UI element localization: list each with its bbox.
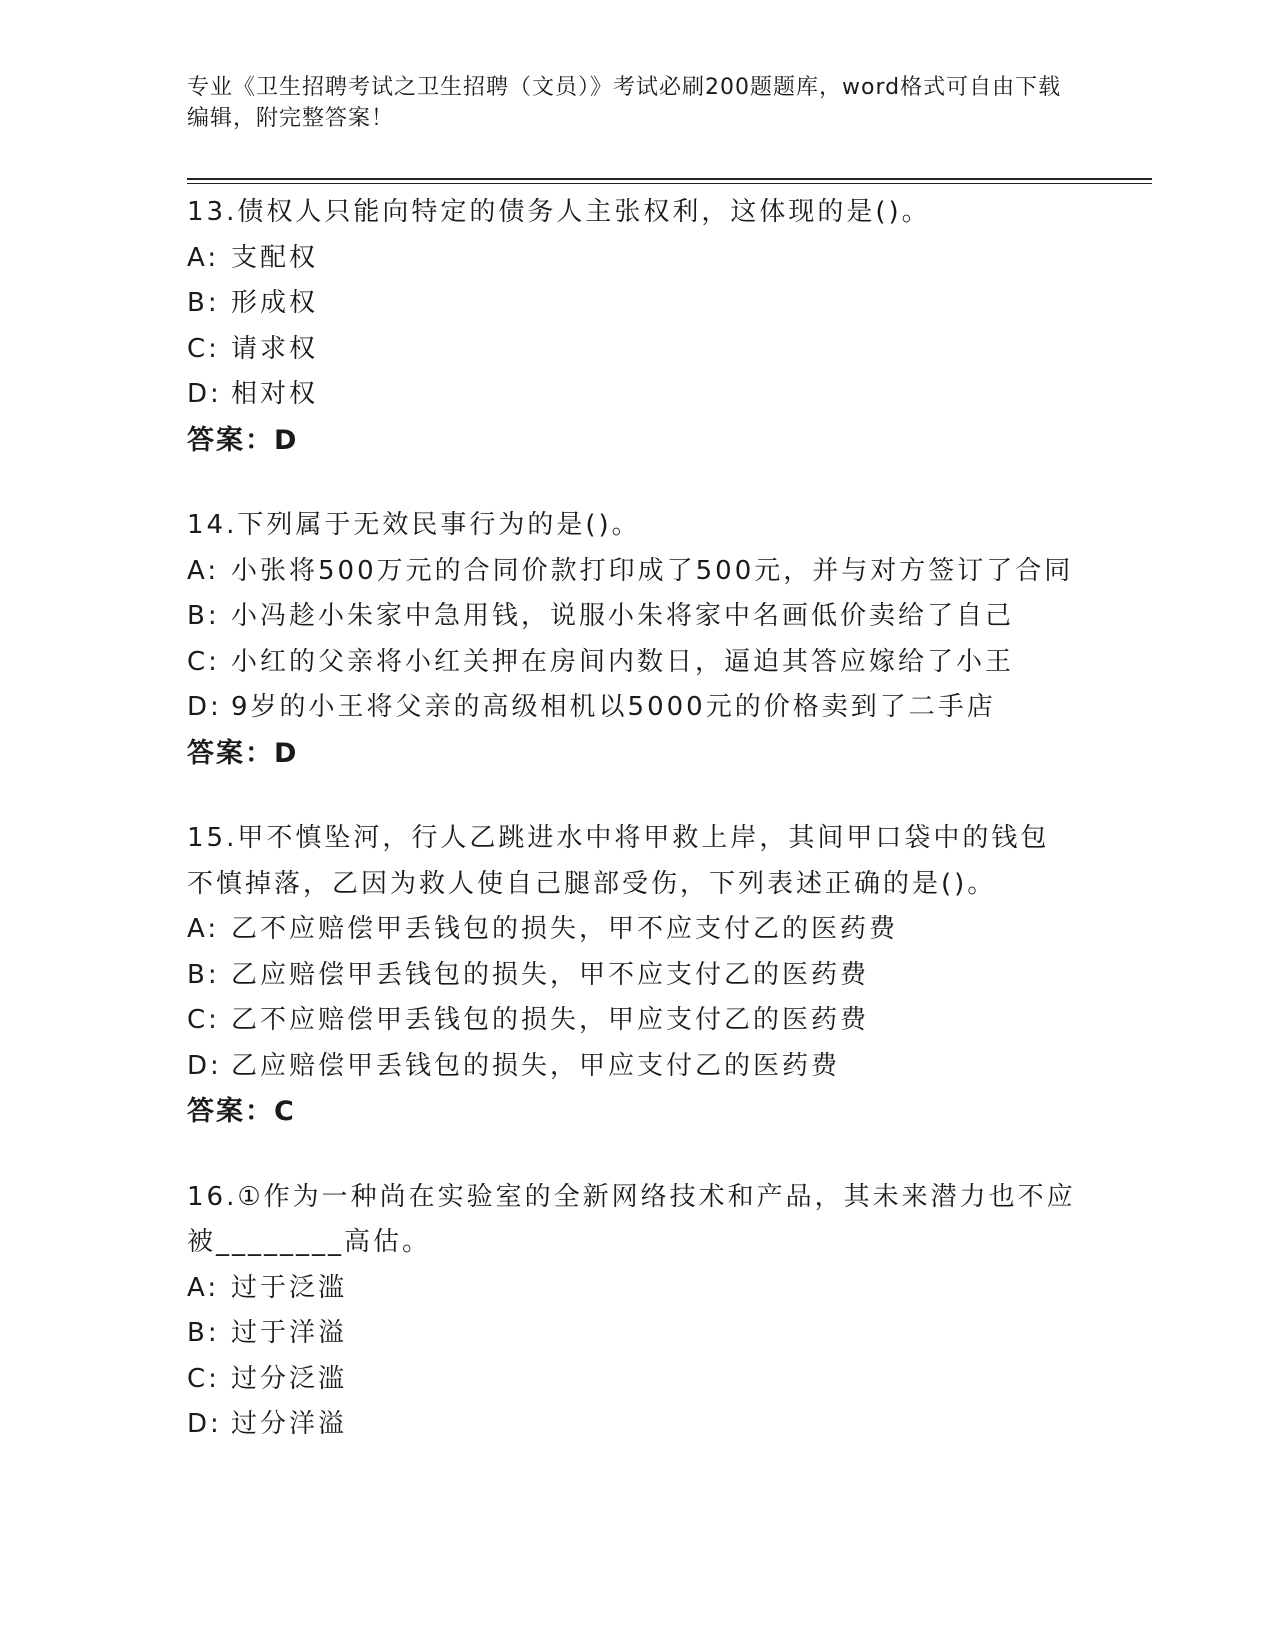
question-13 <box>187 190 1077 463</box>
question-stem: 15.甲不慎坠河，行人乙跳进水中将甲救上岸，其间甲口袋中的钱包不慎掉落，乙因为救人使自己腿部受伤，下列表述正确的是()。 <box>187 823 1050 899</box>
question-stem: 16.①作为一种尚在实验室的全新网络技术和产品，其未来潜力也不应被________高估。 <box>187 1181 1076 1257</box>
option-c <box>187 1357 1077 1403</box>
option-a <box>187 907 1077 953</box>
option-text: 乙应赔偿甲丢钱包的损失，甲不应支付乙的医药费 <box>231 959 870 990</box>
answer-text: 答案：D <box>187 424 299 456</box>
option-letter: C: <box>187 1363 220 1394</box>
option-c <box>187 327 1077 373</box>
option-d <box>187 372 1077 418</box>
question-list <box>187 190 1077 1488</box>
option-b <box>187 281 1077 327</box>
option-text: 过于洋溢 <box>231 1318 348 1348</box>
option-text: 形成权 <box>231 288 319 318</box>
option-text: 乙不应赔偿甲丢钱包的损失，甲不应支付乙的医药费 <box>231 914 899 944</box>
option-letter: A: <box>187 555 220 586</box>
option-text: 过分洋溢 <box>231 1409 348 1439</box>
option-text: 支配权 <box>231 242 319 273</box>
header-rule-thick <box>187 178 1152 180</box>
option-letter: A: <box>187 1272 220 1303</box>
answer-text: 答案：C <box>187 1096 296 1127</box>
option-text: 请求权 <box>231 333 319 364</box>
option-text: 小红的父亲将小红关押在房间内数日，逼迫其答应嫁给了小王 <box>231 646 1015 677</box>
option-letter: D: <box>187 1409 222 1439</box>
answer-text: 答案：D <box>187 737 299 769</box>
option-letter: D: <box>187 379 222 409</box>
option-d <box>187 685 1077 731</box>
option-letter: A: <box>187 914 220 944</box>
option-d <box>187 1044 1077 1090</box>
option-b <box>187 1311 1077 1357</box>
option-text: 过于泛滥 <box>231 1272 348 1303</box>
option-a <box>187 549 1077 595</box>
option-letter: B: <box>187 601 220 631</box>
option-letter: B: <box>187 959 220 990</box>
option-text: 小张将500万元的合同价款打印成了500元，并与对方签订了合同 <box>231 555 1074 586</box>
option-letter: C: <box>187 333 220 364</box>
option-text: 乙不应赔偿甲丢钱包的损失，甲应支付乙的医药费 <box>231 1005 870 1035</box>
option-d <box>187 1402 1077 1448</box>
question-14 <box>187 503 1077 776</box>
option-letter: A: <box>187 242 220 273</box>
option-letter: B: <box>187 1318 220 1348</box>
option-letter: D: <box>187 692 222 722</box>
option-c <box>187 640 1077 686</box>
option-b <box>187 594 1077 640</box>
option-letter: C: <box>187 1005 220 1035</box>
option-letter: C: <box>187 646 220 677</box>
option-text: 小冯趁小朱家中急用钱，说服小朱将家中名画低价卖给了自己 <box>231 601 1015 631</box>
option-letter: B: <box>187 288 220 318</box>
question-15 <box>187 816 1077 1135</box>
option-a <box>187 236 1077 282</box>
option-text: 过分泛滥 <box>231 1363 348 1394</box>
option-b <box>187 953 1077 999</box>
question-stem: 13.债权人只能向特定的债务人主张权利，这体现的是()。 <box>187 197 931 227</box>
question-16 <box>187 1175 1077 1448</box>
option-a <box>187 1266 1077 1312</box>
option-text: 乙应赔偿甲丢钱包的损失，甲应支付乙的医药费 <box>231 1050 841 1081</box>
document-header: 专业《卫生招聘考试之卫生招聘（文员）》考试必刷200题题库，word格式可自由下载编辑，附完整答案！ <box>187 75 1062 131</box>
question-stem: 14.下列属于无效民事行为的是()。 <box>187 510 641 540</box>
option-letter: D: <box>187 1050 222 1081</box>
option-c <box>187 998 1077 1044</box>
header-rule-thin <box>187 183 1152 184</box>
option-text: 9岁的小王将父亲的高级相机以5000元的价格卖到了二手店 <box>231 692 996 722</box>
option-text: 相对权 <box>231 379 319 409</box>
